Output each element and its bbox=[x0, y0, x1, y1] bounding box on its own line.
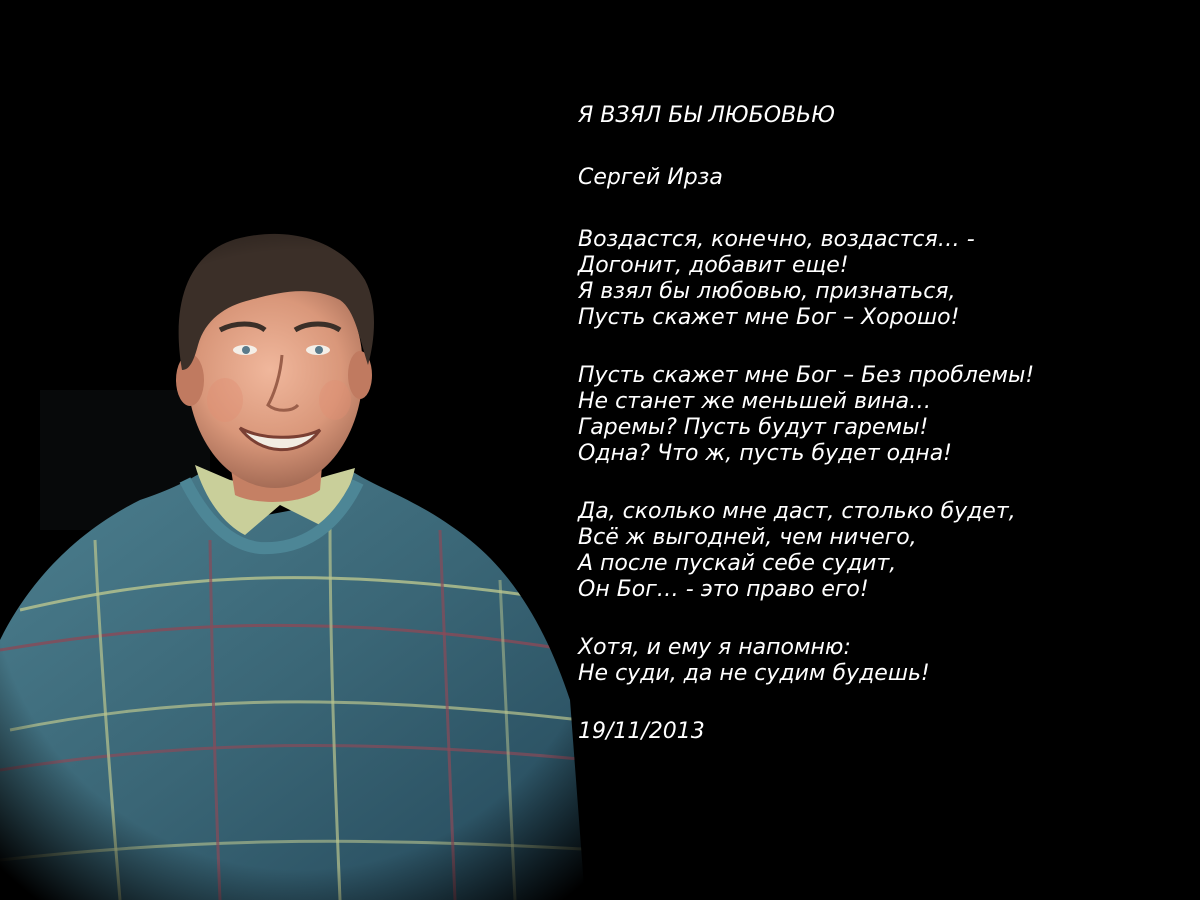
poem-author: Сергей Ирза bbox=[578, 165, 723, 190]
poem-line: Не станет же меньшей вина… bbox=[578, 389, 932, 414]
stanza-3 bbox=[578, 499, 1178, 603]
poem-date: 19/11/2013 bbox=[578, 719, 705, 744]
poem-line: Да, сколько мне даст, столько будет, bbox=[578, 499, 1016, 524]
stanza-4 bbox=[578, 635, 1178, 687]
poem-line: Пусть скажет мне Бог – Хорошо! bbox=[578, 305, 960, 330]
poem-block bbox=[578, 103, 1178, 745]
poem-line: Не суди, да не судим будешь! bbox=[578, 661, 930, 686]
poem-line: Догонит, добавит еще! bbox=[578, 253, 849, 278]
poem-line: Я взял бы любовью, признаться, bbox=[578, 279, 956, 304]
poem-line: А после пускай себе судит, bbox=[578, 551, 897, 576]
poem-line: Хотя, и ему я напомню: bbox=[578, 635, 851, 660]
poem-line: Он Бог… - это право его! bbox=[578, 577, 869, 602]
stanza-1 bbox=[578, 227, 1178, 331]
stanza-2 bbox=[578, 363, 1178, 467]
poem-title: Я ВЗЯЛ БЫ ЛЮБОВЬЮ bbox=[578, 103, 836, 128]
poem-line: Пусть скажет мне Бог – Без проблемы! bbox=[578, 363, 1035, 388]
poem-line: Воздастся, конечно, воздастся… - bbox=[578, 227, 975, 252]
poem-line: Гаремы? Пусть будут гаремы! bbox=[578, 415, 929, 440]
poem-line: Всё ж выгодней, чем ничего, bbox=[578, 525, 917, 550]
poem-line: Одна? Что ж, пусть будет одна! bbox=[578, 441, 952, 466]
